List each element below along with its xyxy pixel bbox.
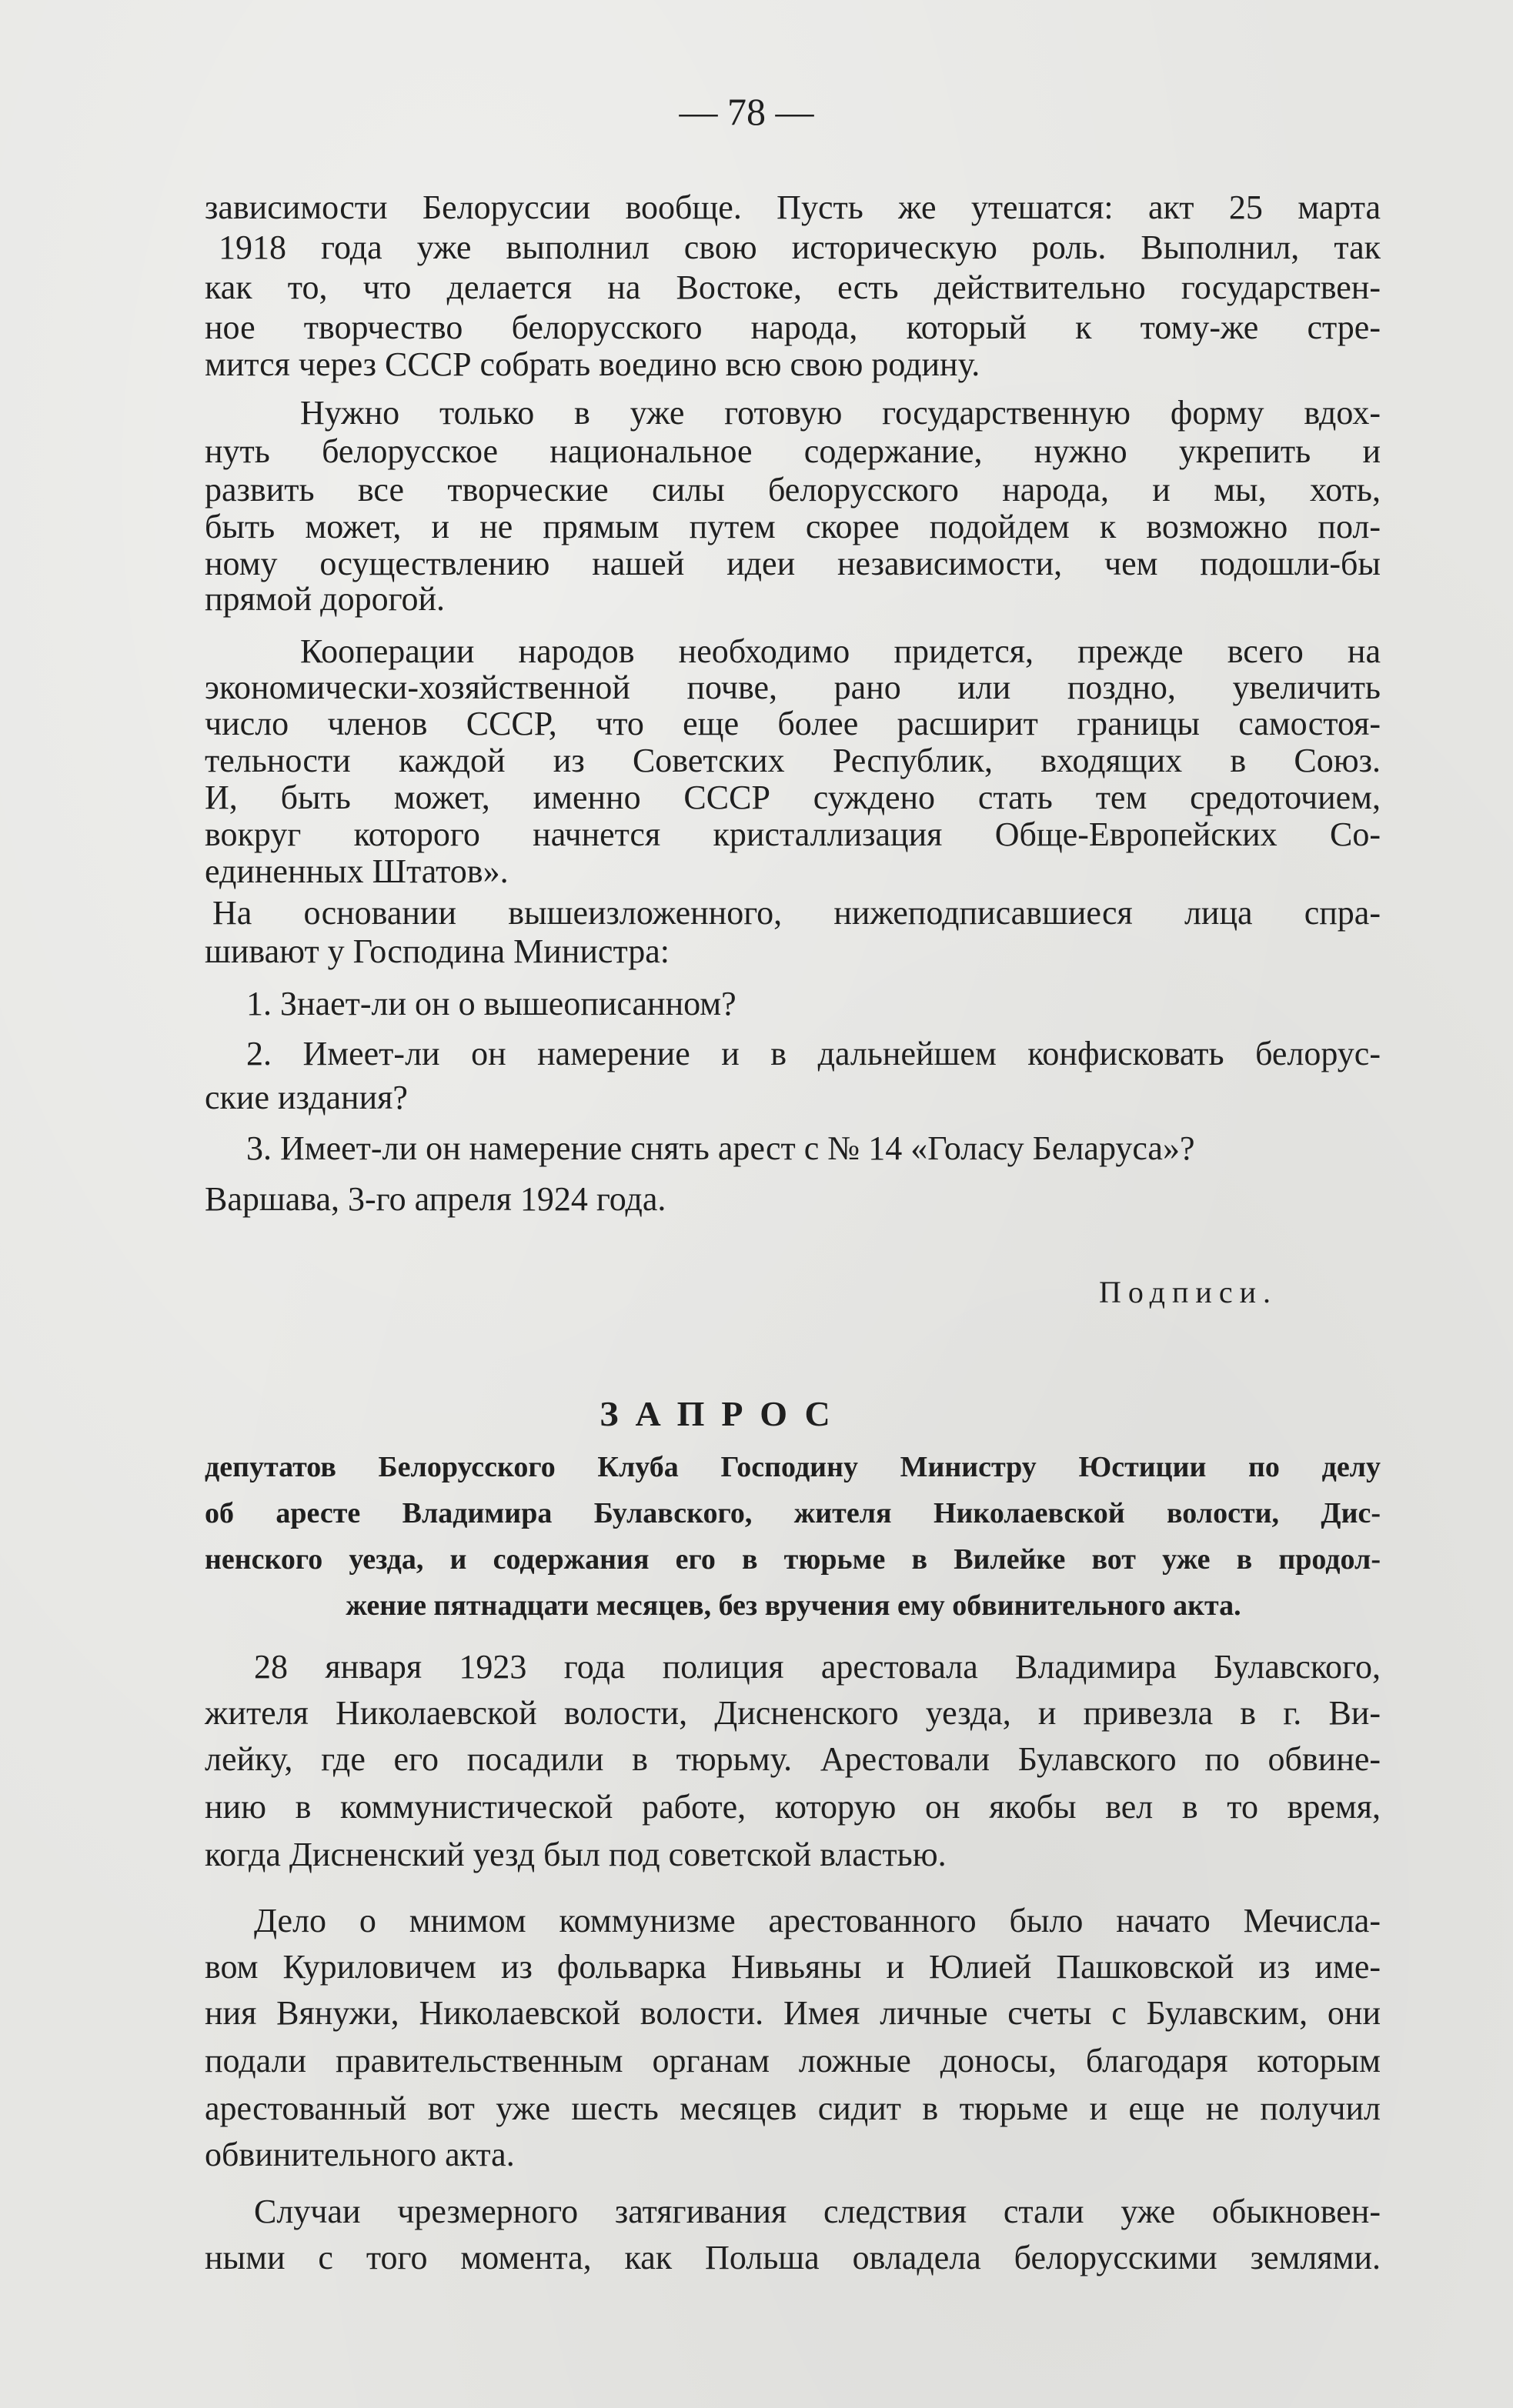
text-line: число членов СССР, что еще более расширит границы самостоя- (205, 705, 1381, 742)
text-line: Кооперации народов необходимо придется, прежде всего на (300, 632, 1381, 670)
question-2: 2. Имеет-ли он намерение и в дальнейшем конфисковать белорус- (246, 1035, 1381, 1072)
text-line: жителя Николаевской волости, Дисненского уезда, и привезла в г. Ви- (205, 1694, 1381, 1732)
signatures-label: Подписи. (1098, 1275, 1278, 1309)
text-line: Дело о мнимом коммунизме арестованного было начато Мечисла- (254, 1902, 1381, 1939)
text-line: нуть белорусское национальное содержание, нужно укрепить и (205, 432, 1381, 470)
text-line: нию в коммунистической работе, которую он якобы вел в то время, (205, 1788, 1381, 1826)
subtitle-line: депутатов Белорусского Клуба Господину Министру Юстиции по делу (205, 1451, 1381, 1483)
text-line: лейку, где его посадили в тюрьму. Арестовали Булавского по обвине- (205, 1740, 1381, 1778)
subtitle-line: жение пятнадцати месяцев, без вручения ему обвинительного акта. (346, 1589, 1241, 1622)
text-line: как то, что делается на Востоке, есть действительно государствен- (205, 268, 1381, 306)
text-line: арестованный вот уже шесть месяцев сидит в тюрьме и еще не получил (205, 2089, 1381, 2127)
question-1: 1. Знает-ли он о вышеописанном? (246, 985, 736, 1022)
subtitle-line: ненского уезда, и содержания его в тюрьме в Вилейке вот уже в продол- (205, 1543, 1381, 1576)
zapros-title: ЗАПРОС (600, 1394, 847, 1433)
text-line: И, быть может, именно СССР суждено стать тем средоточием, (205, 779, 1381, 816)
text-line: вокруг которого начнется кристаллизация Обще-Европейских Со- (205, 815, 1381, 853)
subtitle-line: об аресте Владимира Булавского, жителя Николаевской волости, Дис- (205, 1497, 1381, 1529)
text-line: ное творчество белорусского народа, который к тому-же стре- (205, 309, 1381, 346)
text-line: единенных Штатов». (205, 852, 509, 890)
text-line: шивают у Господина Министра: (205, 932, 670, 970)
text-line: подали правительственным органам ложные доносы, благодаря которым (205, 2042, 1381, 2079)
text-line: ния Вянужи, Николаевской волости. Имея личные счеты с Булавским, они (205, 1994, 1381, 2032)
text-line: тельности каждой из Советских Республик, входящих в Союз. (205, 742, 1381, 779)
text-line: прямой дорогой. (205, 580, 446, 618)
page-number: — 78 — (679, 90, 814, 133)
text-line: когда Дисненский уезд был под советской властью. (205, 1836, 947, 1873)
text-line: развить все творческие силы белорусского народа, и мы, хоть, (205, 471, 1381, 509)
text-line: ными с того момента, как Польша овладела белорусскими землями. (205, 2239, 1381, 2276)
text-line: быть может, и не прямым путем скорее подойдем к возможно пол- (205, 508, 1381, 545)
text-line: экономически-хозяйственной почве, рано или поздно, увеличить (205, 669, 1381, 706)
text-line: На основании вышеизложенного, нижеподписавшиеся лица спра- (212, 894, 1381, 932)
text-line: 1918 года уже выполнил свою историческую роль. Выполнил, так (219, 228, 1381, 266)
text-line: 28 января 1923 года полиция арестовала Владимира Булавского, (254, 1648, 1381, 1686)
text-line: ному осуществлению нашей идеи независимости, чем подошли-бы (205, 545, 1381, 582)
text-line: вом Куриловичем из фольварка Нивьяны и Юлией Пашковской из име- (205, 1948, 1381, 1986)
text-line: зависимости Белоруссии вообще. Пусть же утешатся: акт 25 марта (205, 188, 1381, 226)
text-line: Нужно только в уже готовую государственную форму вдох- (300, 394, 1381, 432)
text-line: обвинительного акта. (205, 2136, 515, 2173)
place-date: Варшава, 3-го апреля 1924 года. (205, 1180, 666, 1218)
question-2-cont: ские издания? (205, 1079, 408, 1116)
text-line: Случаи чрезмерного затягивания следствия стали уже обыкновен- (254, 2193, 1381, 2230)
question-3: 3. Имеет-ли он намерение снять арест с № 14 «Голасу Беларуса»? (246, 1129, 1195, 1167)
text-line: мится через СССР собрать воедино всю свою родину. (205, 345, 980, 383)
